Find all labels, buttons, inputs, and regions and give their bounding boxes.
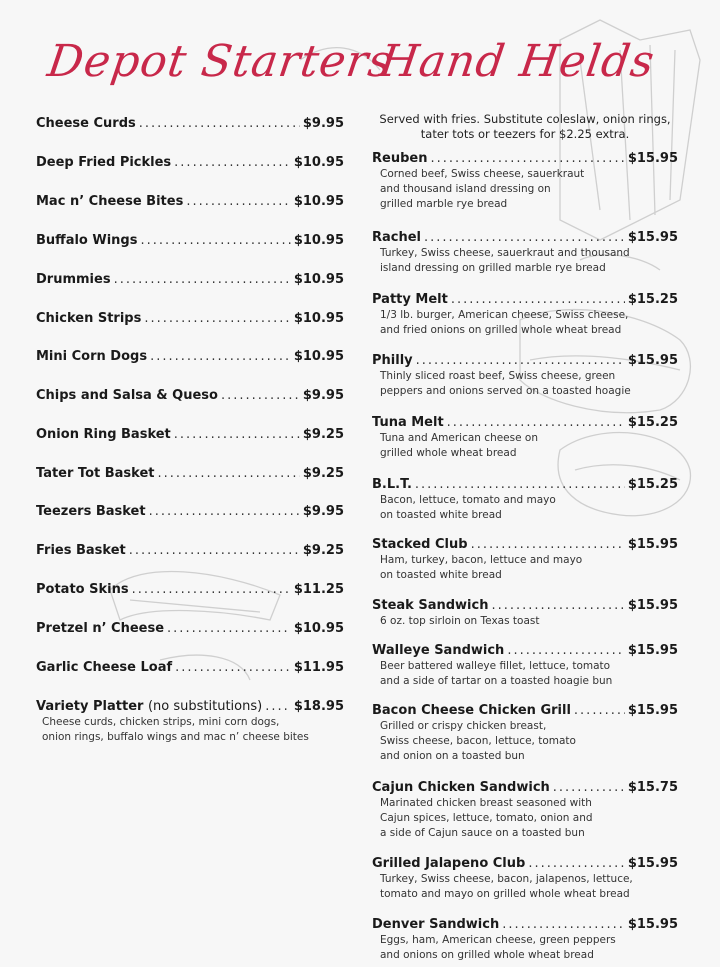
item-price: $10.95 xyxy=(293,272,344,287)
item-price: $15.95 xyxy=(627,598,678,613)
item-name: Stacked Club xyxy=(372,537,468,552)
item-note: (no substitutions) xyxy=(147,699,263,714)
menu-item xyxy=(36,621,344,636)
leader-dots xyxy=(186,194,291,209)
item-name: Teezers Basket xyxy=(36,504,146,519)
item-description: Thinly sliced roast beef, Swiss cheese, green peppers and onions served on a toasted hoagie xyxy=(380,370,631,397)
item-name: Garlic Cheese Loaf xyxy=(36,660,173,675)
menu-item xyxy=(36,466,344,481)
item-name: Onion Ring Basket xyxy=(36,427,171,442)
menu-item xyxy=(372,230,678,276)
item-name: Chips and Salsa & Queso xyxy=(36,388,218,403)
item-name: Mini Corn Dogs xyxy=(36,349,148,364)
item-price: $9.25 xyxy=(302,543,344,558)
menu-item xyxy=(36,582,344,597)
leader-dots xyxy=(265,699,291,714)
item-name: Chicken Strips xyxy=(36,311,142,326)
leader-dots xyxy=(491,598,624,613)
item-price: $15.95 xyxy=(627,856,678,871)
item-price: $9.95 xyxy=(302,504,344,519)
item-name: Drummies xyxy=(36,272,111,287)
menu-item xyxy=(36,272,344,287)
item-name: Tuna Melt xyxy=(372,415,444,430)
leader-dots xyxy=(553,780,625,795)
item-price: $11.95 xyxy=(293,660,344,675)
menu-item xyxy=(36,311,344,326)
item-price: $15.25 xyxy=(627,292,678,307)
leader-dots xyxy=(150,349,291,364)
leader-dots xyxy=(424,230,625,245)
menu-item xyxy=(372,292,678,338)
menu-item xyxy=(36,388,344,403)
starters-title: Depot Starters xyxy=(44,36,396,87)
menu-item xyxy=(36,155,344,170)
item-price: $15.95 xyxy=(627,537,678,552)
leader-dots xyxy=(502,917,625,932)
menu-item xyxy=(372,643,678,689)
menu-item xyxy=(372,537,678,583)
item-price: $15.25 xyxy=(627,477,678,492)
item-price: $15.95 xyxy=(627,703,678,718)
leader-dots xyxy=(447,415,625,430)
menu-item xyxy=(36,427,344,442)
item-name: B.L.T. xyxy=(372,477,412,492)
item-name: Cheese Curds xyxy=(36,116,136,131)
menu-item-variety-platter xyxy=(36,699,344,745)
menu-item xyxy=(36,194,344,209)
item-price: $15.75 xyxy=(627,780,678,795)
leader-dots xyxy=(140,233,290,248)
item-description: Cheese curds, chicken strips, mini corn dogs, onion rings, buffalo wings and mac n’ cheese bites xyxy=(42,716,309,743)
leader-dots xyxy=(430,151,624,166)
item-price: $18.95 xyxy=(293,699,344,714)
handhelds-intro: Served with fries. Substitute coleslaw, onion rings, tater tots or teezers for $2.25 extra. xyxy=(379,112,671,141)
menu-item xyxy=(36,543,344,558)
leader-dots xyxy=(167,621,291,636)
leader-dots xyxy=(175,660,291,675)
item-price: $15.95 xyxy=(627,230,678,245)
leader-dots xyxy=(574,703,625,718)
item-name: Philly xyxy=(372,353,413,368)
leader-dots xyxy=(132,582,291,597)
menu-item xyxy=(372,477,678,523)
item-price: $9.25 xyxy=(302,427,344,442)
item-price: $10.95 xyxy=(293,233,344,248)
menu-item xyxy=(372,151,678,212)
item-name: Tater Tot Basket xyxy=(36,466,155,481)
item-price: $10.95 xyxy=(293,155,344,170)
leader-dots xyxy=(174,155,291,170)
item-name: Bacon Cheese Chicken Grill xyxy=(372,703,571,718)
item-price: $15.95 xyxy=(627,917,678,932)
item-name: Patty Melt xyxy=(372,292,448,307)
item-price: $15.95 xyxy=(627,151,678,166)
item-name: Deep Fried Pickles xyxy=(36,155,172,170)
item-description: Ham, turkey, bacon, lettuce and mayo on toasted white bread xyxy=(380,554,583,581)
leader-dots xyxy=(451,292,625,307)
leader-dots xyxy=(416,353,625,368)
item-price: $9.95 xyxy=(302,388,344,403)
handhelds-title: Hand Helds xyxy=(376,36,658,87)
item-price: $15.95 xyxy=(627,643,678,658)
item-name: Reuben xyxy=(372,151,428,166)
item-name: Grilled Jalapeno Club xyxy=(372,856,526,871)
item-description: Turkey, Swiss cheese, sauerkraut and thousand island dressing on grilled marble rye bread xyxy=(380,247,630,274)
item-description: Turkey, Swiss cheese, bacon, jalapenos, lettuce, tomato and mayo on grilled whole wheat bread xyxy=(380,873,633,900)
item-description: Grilled or crispy chicken breast, Swiss cheese, bacon, lettuce, tomato and onion on a toasted bun xyxy=(380,720,576,762)
item-price: $10.95 xyxy=(293,311,344,326)
item-price: $15.25 xyxy=(627,415,678,430)
menu-item xyxy=(36,660,344,675)
leader-dots xyxy=(139,116,300,131)
item-price: $15.95 xyxy=(627,353,678,368)
leader-dots xyxy=(528,856,625,871)
menu-item xyxy=(36,504,344,519)
leader-dots xyxy=(114,272,291,287)
leader-dots xyxy=(174,427,300,442)
menu-item xyxy=(372,703,678,764)
item-name: Mac n’ Cheese Bites xyxy=(36,194,184,209)
leader-dots xyxy=(507,643,625,658)
item-description: 6 oz. top sirloin on Texas toast xyxy=(380,615,540,627)
leader-dots xyxy=(471,537,625,552)
item-price: $10.95 xyxy=(293,349,344,364)
menu-item xyxy=(372,415,678,461)
item-price: $9.95 xyxy=(302,116,344,131)
menu-item xyxy=(372,917,678,963)
item-price: $9.25 xyxy=(302,466,344,481)
menu-item xyxy=(36,349,344,364)
leader-dots xyxy=(144,311,290,326)
menu-item xyxy=(372,856,678,902)
menu-item xyxy=(36,233,344,248)
item-name: Rachel xyxy=(372,230,422,245)
leader-dots xyxy=(149,504,300,519)
item-name: Walleye Sandwich xyxy=(372,643,505,658)
item-name: Fries Basket xyxy=(36,543,126,558)
item-name: Denver Sandwich xyxy=(372,917,500,932)
menu-item xyxy=(372,353,678,399)
item-description: Tuna and American cheese on grilled whole wheat bread xyxy=(380,432,538,459)
item-price: $10.95 xyxy=(293,621,344,636)
leader-dots xyxy=(221,388,300,403)
menu-item xyxy=(372,780,678,841)
item-description: Marinated chicken breast seasoned with Cajun spices, lettuce, tomato, onion and a side of Cajun sauce on a toasted bun xyxy=(380,797,593,839)
item-description: Eggs, ham, American cheese, green peppers and onions on grilled whole wheat bread xyxy=(380,934,616,961)
item-price: $10.95 xyxy=(293,194,344,209)
menu-item xyxy=(36,116,344,131)
item-name: Cajun Chicken Sandwich xyxy=(372,780,550,795)
item-description: Beer battered walleye fillet, lettuce, tomato and a side of tartar on a toasted hoagie bun xyxy=(380,660,613,687)
leader-dots xyxy=(158,466,300,481)
item-name: Potato Skins xyxy=(36,582,129,597)
leader-dots xyxy=(129,543,300,558)
item-name: Variety Platter (no substitutions) xyxy=(36,699,263,714)
item-description: Corned beef, Swiss cheese, sauerkraut and thousand island dressing on grilled marble rye bread xyxy=(380,168,585,210)
item-name: Buffalo Wings xyxy=(36,233,138,248)
item-name: Pretzel n’ Cheese xyxy=(36,621,165,636)
item-description: 1/3 lb. burger, American cheese, Swiss cheese, and fried onions on grilled whole wheat bread xyxy=(380,309,629,336)
menu-item xyxy=(372,598,678,629)
item-price: $11.25 xyxy=(293,582,344,597)
item-description: Bacon, lettuce, tomato and mayo on toasted white bread xyxy=(380,494,556,521)
leader-dots xyxy=(415,477,625,492)
item-name: Steak Sandwich xyxy=(372,598,489,613)
